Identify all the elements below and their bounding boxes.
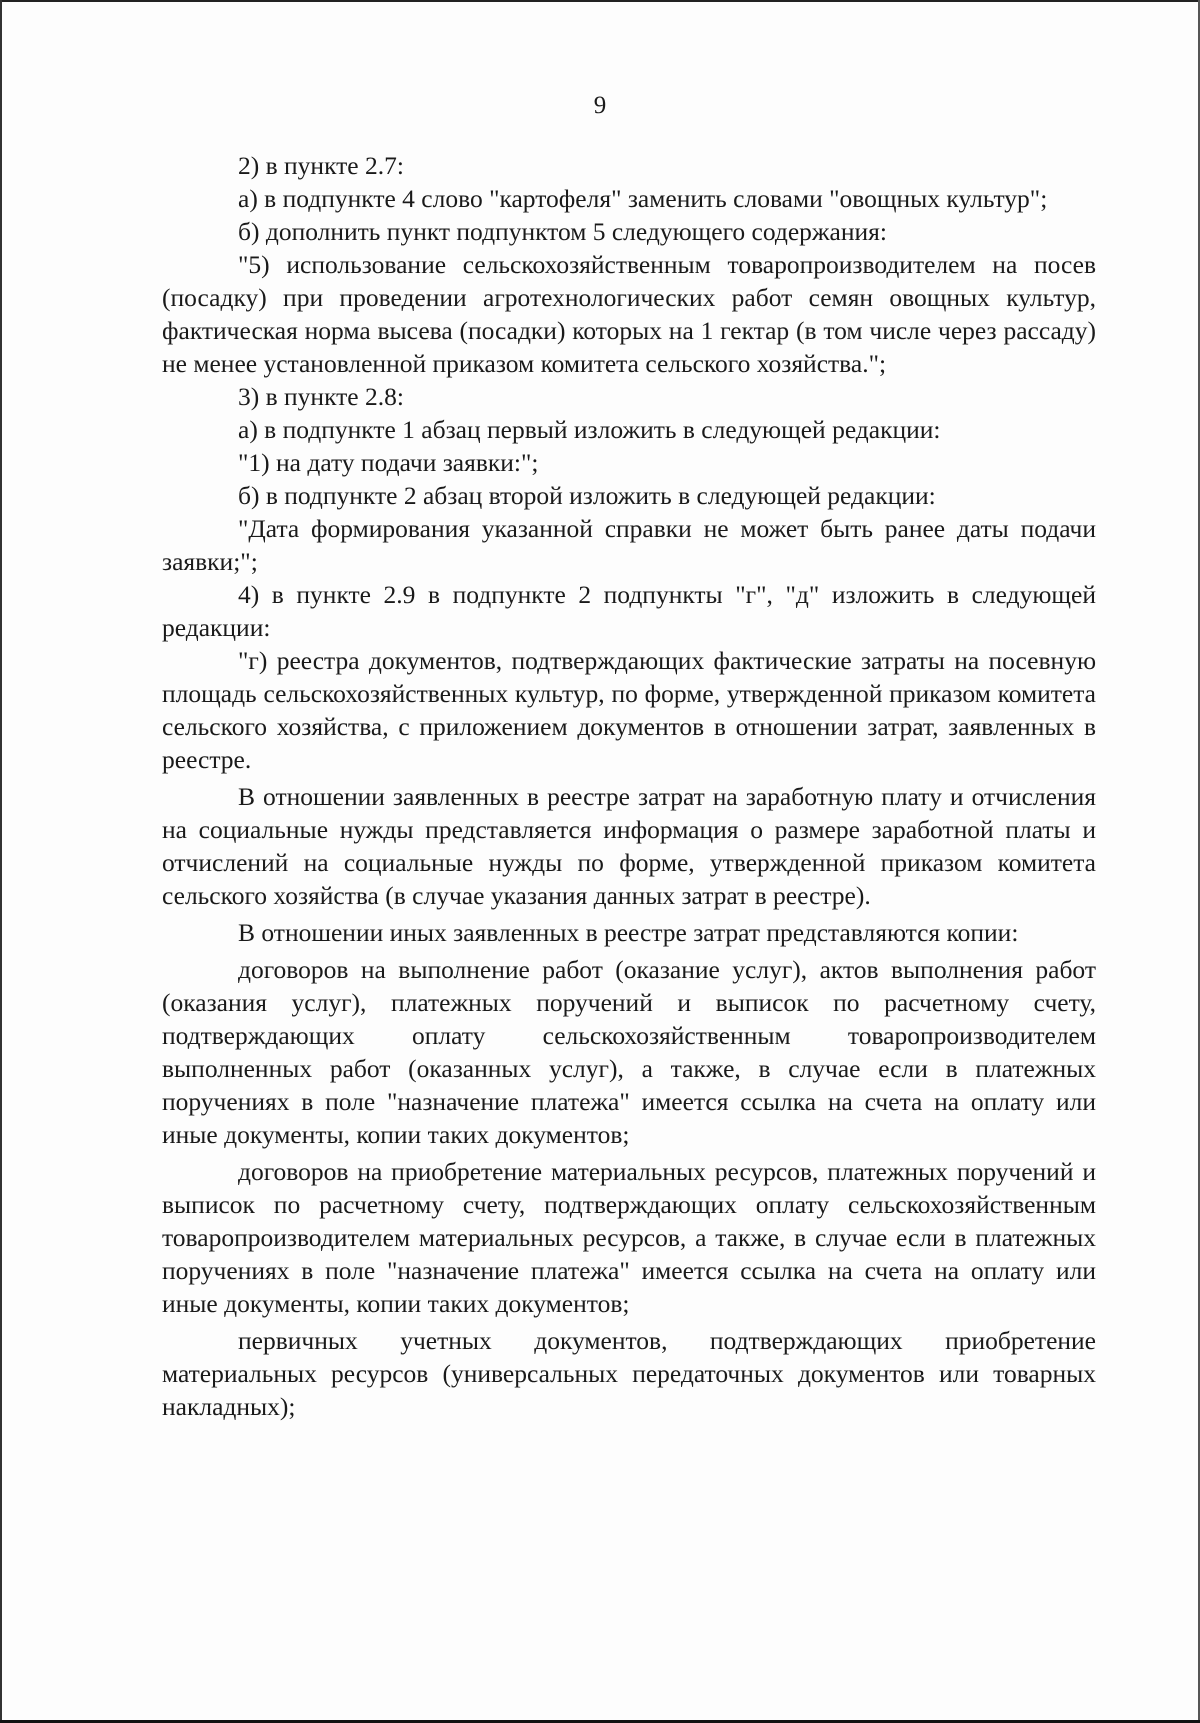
paragraph-7: "1) на дату подачи заявки:";: [238, 448, 539, 477]
paragraph-6: а) в подпункте 1 абзац первый изложить в следующей редакции:: [238, 415, 941, 444]
paragraph-16: первичных учетных документов, подтверждающих приобретение материальных ресурсов (универсальных передаточных документов или товарных накладных);: [162, 1326, 1096, 1421]
paragraph-4: "5) использование сельскохозяйственным товаропроизводителем на посев (посадку) при проведении агротехнологических работ семян овощных культур, фактическая норма высева (посадки) которых на 1 гектар (в том числе через рассаду) не менее установленной приказом комитета сельского хозяйства.";: [162, 250, 1096, 378]
paragraph-14: договоров на выполнение работ (оказание услуг), актов выполнения работ (оказания услуг), платежных поручений и выписок по расчетному счету, подтверждающих оплату сельскохозяйственным товаропроизводителем выполненных работ (оказанных услуг), а также, в случае если в платежных поручениях в поле "назначение платежа" имеется ссылка на счета на оплату или иные документы, копии таких документов;: [162, 955, 1096, 1149]
paragraph-2: а) в подпункте 4 слово "картофеля" заменить словами "овощных культур";: [238, 184, 1048, 213]
document-body: [162, 149, 1096, 1423]
paragraph-10: 4) в пункте 2.9 в подпункте 2 подпункты "г", "д" изложить в следующей редакции:: [162, 580, 1096, 642]
scan-edge-top: [0, 0, 1200, 2]
paragraph-1: 2) в пункте 2.7:: [238, 151, 404, 180]
paragraph-9: "Дата формирования указанной справки не может быть ранее даты подачи заявки;";: [162, 514, 1096, 576]
page-number: 9: [593, 92, 607, 119]
paragraph-5: 3) в пункте 2.8:: [238, 382, 404, 411]
paragraph-15: договоров на приобретение материальных ресурсов, платежных поручений и выписок по расчетному счету, подтверждающих оплату сельскохозяйственным товаропроизводителем материальных ресурсов, а также, в случае если в платежных поручениях в поле "назначение платежа" имеется ссылка на счета на оплату или иные документы, копии таких документов;: [162, 1157, 1096, 1318]
paragraph-13: В отношении иных заявленных в реестре затрат представляются копии:: [238, 918, 1019, 947]
paragraph-11: "г) реестра документов, подтверждающих фактические затраты на посевную площадь сельскохозяйственных культур, по форме, утвержденной приказом комитета сельского хозяйства, с приложением документов в отношении затрат, заявленных в реестре.: [162, 646, 1096, 774]
scan-edge-left: [0, 0, 2, 1723]
paragraph-12: В отношении заявленных в реестре затрат на заработную плату и отчисления на социальные нужды представляется информация о размере заработной платы и отчислений на социальные нужды по форме, утвержденной приказом комитета сельского хозяйства (в случае указания данных затрат в реестре).: [162, 782, 1096, 910]
paragraph-8: б) в подпункте 2 абзац второй изложить в следующей редакции:: [238, 481, 936, 510]
paragraph-3: б) дополнить пункт подпунктом 5 следующего содержания:: [238, 217, 887, 246]
